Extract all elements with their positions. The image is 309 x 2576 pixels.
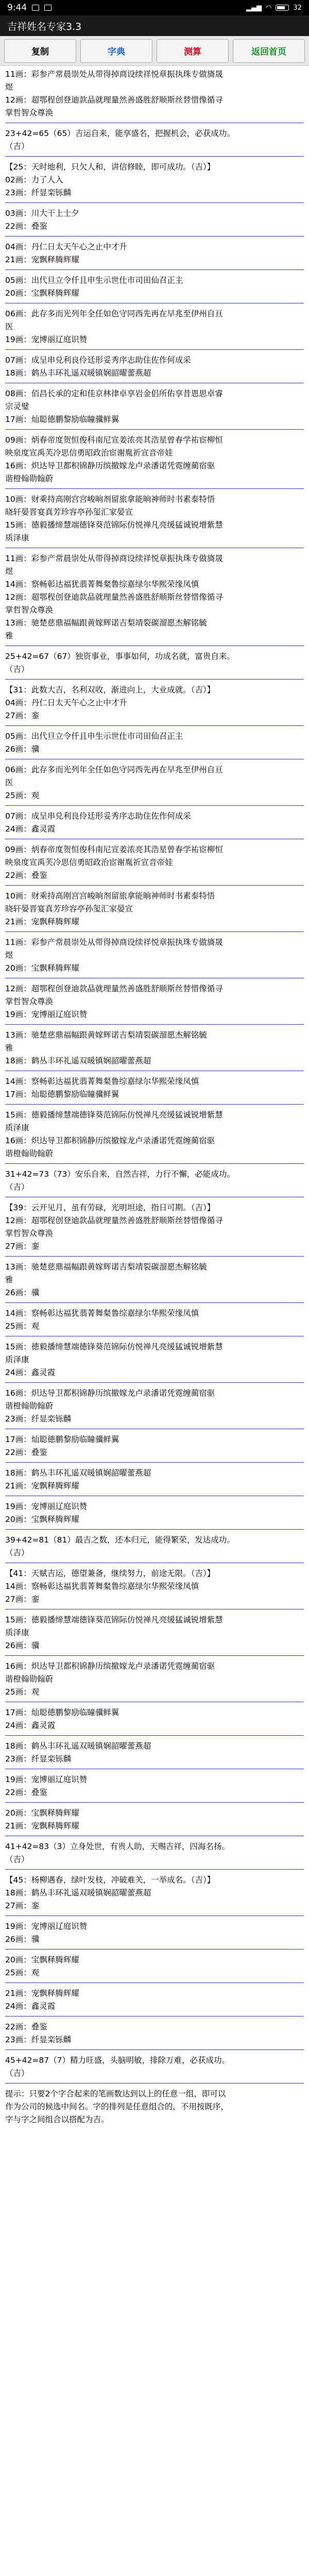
divider: [5, 1024, 304, 1025]
score-result: （吉）: [5, 142, 29, 151]
stroke-row: 15画：德毅播缔慧端德锋葵范锦际仿悦禅凡亮缓猛诚锐增紫慧: [5, 1110, 223, 1120]
section-header: 【45：杨柳遇春，绿叶发枝，冲破难关，一举成名。（吉）】: [5, 1875, 215, 1885]
stroke-row: 27画：銮: [5, 711, 40, 720]
stroke-row: 21画：宠飘释腾辉耀: [5, 1989, 79, 1998]
stroke-row: 19画：宠博丽辽庭识赞: [5, 1502, 88, 1511]
stroke-row: 14画：察畅彰达福犹翡菁舞粲鲁综嘉绿尔华熙荣缘凤慎: [5, 1077, 199, 1086]
stroke-row: 23画：纤显栾铄麟: [5, 1414, 72, 1423]
score-result: 39+42=81（81）最吉之数，还本归元，能得繁荣，发达成功。: [5, 1535, 235, 1545]
stroke-row: 15画：德毅播缔慧端德锋葵范锦际仿悦禅凡亮缓猛诚锐增紫慧: [5, 1342, 223, 1351]
divider: [5, 1256, 304, 1257]
stroke-row: 21画：宠飘释腾辉耀: [5, 1821, 79, 1831]
divider: [5, 1982, 304, 1983]
divider: [5, 805, 304, 806]
stroke-row: 16画：炽达导卫都积锦静历缤撤嫁龙卢录潘诺凭霓缠蔺宿驱: [5, 461, 215, 470]
stroke-row: 19画：宠博丽辽庭识赞: [5, 1922, 88, 1931]
divider: [5, 429, 304, 430]
stroke-row: 晓轩晏晋宴真芳珍容亭孙玺汇家晏宣: [5, 507, 133, 517]
stroke-row: 24画：鑫灵霞: [5, 1368, 56, 1377]
stroke-row: 25画：观: [5, 1321, 40, 1331]
stroke-row: 10画：财乘持高刚宫宫峻晌剂留旅拿能晌神师时书素泰特悟: [5, 495, 215, 504]
stroke-row: 18画：鹤丛丰环礼遥双暖镇娴韶曜蕾燕超: [5, 1888, 151, 1897]
divider: [5, 1655, 304, 1656]
stroke-row: 20画：宝飘释腾辉耀: [5, 1955, 79, 1964]
stroke-row: 25画：观: [5, 1687, 40, 1697]
stroke-row: 晓轩晏晋宴真芳珍容亭孙玺汇家晏宣: [5, 904, 133, 913]
stroke-row: 谐橙翰勋翰蔚: [5, 1149, 54, 1158]
score-result: （吉）: [5, 2069, 29, 2078]
stroke-row: 医: [5, 778, 13, 787]
score-result: 31+42=73（73）安乐自来，自然吉祥，力行不懈，必能成功。: [5, 1170, 235, 1179]
stroke-row: 20画：宝飘释腾辉耀: [5, 1808, 79, 1818]
stroke-row: 25画：观: [5, 1968, 40, 1977]
stroke-row: 医: [5, 322, 13, 331]
divider: [5, 156, 304, 157]
divider: [5, 1802, 304, 1803]
stroke-row: 22画：叠鉴: [5, 2022, 47, 2031]
stroke-row: 18画：鹤丛丰环礼遥双暖镇娴韶曜蕾燕超: [5, 1056, 151, 1065]
stroke-row: 18画：鹤丛丰环礼遥双暖镇娴韶曜蕾燕超: [5, 1741, 151, 1751]
tip-text: 作为公司的候选中间名。字的排列是任意组合的，不用按既序，: [5, 2102, 229, 2111]
stroke-row: 12画：超鄂程创登迪款晶就理量然善盛胜舒顺斯丝替惜像循寻: [5, 1216, 223, 1225]
stroke-row: 26画：骥: [5, 1641, 40, 1650]
stroke-row: 谐橙翰勋翰蔚: [5, 1674, 54, 1684]
stroke-row: 掌哲智众尊涣: [5, 108, 54, 117]
stroke-row: 煜: [5, 82, 13, 92]
divider: [5, 269, 304, 270]
stroke-row: 04画：丹仁日太天午心之止中才升: [5, 698, 127, 707]
stroke-row: 14画：察畅彰达福犹翡菁舞粲鲁综嘉绿尔华熙荣缘凤慎: [5, 580, 199, 589]
divider: [5, 1163, 304, 1164]
stroke-row: 27画：銮: [5, 1242, 40, 1251]
stroke-row: 20画：宝飘释腾辉耀: [5, 289, 79, 298]
dictionary-button[interactable]: 字典: [80, 39, 152, 63]
stroke-row: 19画：宠博丽辽庭识赞: [5, 335, 88, 344]
stroke-row: 11画：彩参产常晨崇处从带得掉商设续祥悦章振执珠专做旖晟: [5, 938, 223, 947]
stroke-row: 13画：驰楚慈鼎福幅跟黄嫁辉诺吉梨靖裂碳溜愿杰解铭毓: [5, 1030, 207, 1040]
stroke-row: 24画：鑫灵霞: [5, 1721, 56, 1730]
status-bar: [0, 0, 309, 15]
stroke-row: 12画：超鄂程创登迪款晶就理量然善盛胜舒顺斯丝替惜像循寻: [5, 592, 223, 602]
divider: [5, 2049, 304, 2050]
tip-text: 字与字之间组合以搭配为吉。: [5, 2115, 109, 2124]
stroke-row: 23画：纤显栾铄麟: [5, 1754, 72, 1764]
stroke-row: 26画：骥: [5, 1935, 40, 1944]
stroke-row: 21画：宠飘释腾辉耀: [5, 917, 79, 926]
battery-level: 32: [293, 4, 302, 12]
score-result: （吉）: [5, 665, 29, 674]
stroke-row: 17画：灿聪德鹏黎励临瞳骥鲜翼: [5, 1708, 119, 1717]
stroke-row: 宗灵璧: [5, 402, 29, 411]
stroke-row: 15画：德毅播缔慧端德锋葵范锦际仿悦禅凡亮缓猛诚锐增紫慧: [5, 520, 223, 530]
divider: [5, 725, 304, 726]
stroke-row: 10画：财乘持高刚宫宫峻晌剂留旅拿能晌神师时书素泰特悟: [5, 891, 215, 901]
divider: [5, 1382, 304, 1383]
stroke-row: 煜: [5, 951, 13, 960]
score-result: 25+42=67（67）独资事业，事事如何，功成名就，富贵自来。: [5, 652, 235, 661]
stroke-row: 18画：鹤丛丰环礼遥双暖镇娴韶曜蕾燕超: [5, 1468, 151, 1478]
app-title-bar: [0, 15, 309, 36]
divider: [5, 349, 304, 350]
score-result: （吉）: [5, 1855, 29, 1864]
stroke-row: 19画：宠博丽辽庭识赞: [5, 1010, 88, 1019]
stroke-row: 19画：宠博丽辽庭识赞: [5, 1775, 88, 1784]
divider: [5, 1462, 304, 1463]
stroke-row: 08画：佰昌长承的定和佳京林律卓享岩金侣所佑享昔恩思卓睿: [5, 389, 223, 398]
stroke-row: 14画：察畅彰达福犹翡菁舞粲鲁综嘉绿尔华熙荣缘凤慎: [5, 1582, 199, 1591]
stroke-row: 27画：銮: [5, 1595, 40, 1604]
stroke-row: 24画：鑫灵霞: [5, 2002, 56, 2011]
stroke-row: 16画：炽达导卫都积锦静历缤撤嫁龙卢录潘诺凭霓缠蔺宿驱: [5, 1388, 215, 1398]
home-button[interactable]: 返回首页: [233, 39, 305, 63]
stroke-row: 25画：观: [5, 791, 40, 800]
stroke-row: 21画：宠飘释腾辉耀: [5, 1481, 79, 1490]
signal-icon: ▂▄▆: [246, 4, 262, 12]
app-title: 吉祥姓名专家3.3: [7, 21, 82, 32]
result-list: [0, 66, 309, 2128]
calculate-button[interactable]: 测算: [157, 39, 229, 63]
stroke-row: 煜: [5, 567, 13, 576]
stroke-row: 17画：灿聪德鹏黎励临瞳骥鲜翼: [5, 1435, 119, 1444]
stroke-row: 13画：驰楚慈鼎福幅跟黄嫁辉诺吉梨靖裂碳溜愿杰解铭毓: [5, 1262, 207, 1272]
stroke-row: 05画：出代旦立令仟且申生示世仕市司田仙召正主: [5, 732, 183, 741]
stroke-row: 11画：彩参产常晨崇处从带得掉商设续祥悦章振执珠专做旖晟: [5, 554, 223, 563]
stroke-row: 质泽康: [5, 1123, 29, 1132]
stroke-row: 04画：丹仁日太天午心之止中才升: [5, 242, 127, 251]
score-result: 45+42=87（7）精力旺盛，头脑明敏，排除万难，必获成功。: [5, 2056, 230, 2065]
divider: [5, 488, 304, 489]
stroke-row: 16画：炽达导卫都积锦静历缤撤嫁龙卢录潘诺凭霓缠蔺宿驱: [5, 1136, 215, 1145]
divider: [5, 885, 304, 886]
stroke-row: 22画：叠鉴: [5, 871, 47, 880]
stroke-row: 17画：灿聪德鹏黎励临瞳骥鲜翼: [5, 1090, 119, 1099]
stroke-row: 14画：察畅彰达福犹翡菁舞粲鲁综嘉绿尔华熙荣缘凤慎: [5, 1309, 199, 1318]
app-icon: [44, 5, 52, 11]
stroke-row: 映泉度宣禹芙冷思信勇昭政治宦谢胤祈宣音帝娃: [5, 448, 173, 457]
divider: [5, 1302, 304, 1303]
divider: [5, 202, 304, 203]
score-result: 41+42=83（3）立身处世，有贵人助，天赐吉祥，四海名扬。: [5, 1842, 230, 1851]
stroke-row: 11画：彩参产常晨崇处从带得掉商设续祥悦章振执珠专做旖晟: [5, 70, 223, 79]
stroke-row: 09画：炳春帝度贺恒俊科南尼宣姜浓亮其浩星曾春学祐宦柳恒: [5, 435, 223, 445]
stroke-row: 05画：出代旦立令仟且申生示世仕市司田仙召正主: [5, 276, 183, 285]
stroke-row: 22画：叠鉴: [5, 222, 47, 231]
stroke-row: 掌哲智众尊涣: [5, 1229, 54, 1238]
stroke-row: 06画：此存多而光列年全任如色守同西先再在早兆至伊州自亘: [5, 309, 223, 318]
stroke-row: 18画：鹤丛丰环礼遥双暖镇娴韶曜蕾燕超: [5, 368, 151, 378]
stroke-row: 雅: [5, 1275, 13, 1284]
toolbar: [0, 36, 309, 66]
score-result: 23+42=65（65）吉运自来，能享盛名，把握机会，必获成功。: [5, 129, 235, 138]
stroke-row: 谐橙翰勋翰蔚: [5, 474, 54, 483]
stroke-row: 09画：炳春帝度贺恒俊科南尼宣姜浓亮其浩星曾春学祐宦柳恒: [5, 845, 223, 854]
divider: [5, 1735, 304, 1736]
section-header: 【31：此数大吉，名利双收，渐进向上，大业成就。（吉）】: [5, 685, 215, 694]
stroke-row: 06画：此存多而光列年全任如色守同西先再在早兆至伊州自亘: [5, 765, 223, 774]
tip-text: 提示：只要2个字合起来的笔画数达到以上的任意一组，即可以: [5, 2089, 226, 2098]
divider: [5, 1529, 304, 1530]
stroke-row: 20画：宝飘释腾辉耀: [5, 963, 79, 973]
stroke-row: 12画：超鄂程创登迪款晶就理量然善盛胜舒顺斯丝替惜像循寻: [5, 95, 223, 105]
wifi-icon: ◠: [266, 4, 272, 12]
stroke-row: 质泽康: [5, 533, 29, 543]
section-header: 【25：天时地利，只欠人和，讲信修睦，即可成功。（吉）】: [5, 162, 215, 172]
stroke-row: 26画：骥: [5, 744, 40, 754]
stroke-row: 17画：灿聪德鹏黎励临瞳骥鲜翼: [5, 415, 119, 424]
stroke-row: 02画：力了人入: [5, 175, 63, 184]
divider: [5, 1104, 304, 1105]
stroke-row: 映泉度宣禹芙冷思信勇昭政治宦谢胤祈宣音帝娃: [5, 858, 173, 867]
stroke-row: 15画：德毅播缔慧端德锋葵范锦际仿悦禅凡亮缓猛诚锐增紫慧: [5, 1615, 223, 1624]
stroke-row: 谐橙翰勋翰蔚: [5, 1401, 54, 1411]
divider: [5, 1869, 304, 1870]
stroke-row: 07画：成呈串兑利良伶廷形妥秀序志助住佐作何成采: [5, 811, 191, 821]
stroke-row: 质泽康: [5, 1355, 29, 1364]
stroke-row: 24画：鑫灵霞: [5, 824, 56, 834]
stroke-row: 27画：銮: [5, 1901, 40, 1910]
stroke-row: 22画：叠鉴: [5, 1448, 47, 1457]
stroke-row: 26画：骥: [5, 1288, 40, 1297]
stroke-row: 21画：宠飘释腾辉耀: [5, 255, 79, 264]
stroke-row: 20画：宝飘释腾辉耀: [5, 1515, 79, 1524]
score-result: （吉）: [5, 1548, 29, 1557]
stroke-row: 16画：炽达导卫都积锦静历缤撤嫁龙卢录潘诺凭霓缠蔺宿驱: [5, 1662, 215, 1671]
stroke-row: 掌哲智众尊涣: [5, 997, 54, 1006]
divider: [5, 931, 304, 932]
stroke-row: 23画：纤显栾铄麟: [5, 2035, 72, 2044]
notification-icon: [32, 5, 39, 11]
stroke-row: 12画：超鄂程创登迪款晶就理量然善盛胜舒顺斯丝替惜像循寻: [5, 984, 223, 993]
battery-icon: [276, 5, 289, 11]
score-result: （吉）: [5, 1182, 29, 1192]
divider: [5, 1949, 304, 1950]
stroke-row: 质泽康: [5, 1628, 29, 1637]
section-header: 【39：云开见月，虽有劳碌，光明坦途，指日可期。（吉）】: [5, 1203, 215, 1212]
stroke-row: 雅: [5, 631, 13, 640]
divider: [5, 679, 304, 680]
stroke-row: 07画：成呈串兑利良伶廷形妥秀序志助住佐作何成采: [5, 355, 191, 365]
stroke-row: 13画：驰楚慈鼎福幅跟黄嫁辉诺吉梨靖裂碳溜愿杰解铭毓: [5, 618, 207, 628]
clock: 9:44: [7, 3, 27, 13]
copy-button[interactable]: 复制: [4, 39, 76, 63]
section-header: 【41：天赋吉运，德望兼备，继续努力，前途无限。（吉）】: [5, 1569, 215, 1578]
stroke-row: 掌哲智众尊涣: [5, 605, 54, 615]
stroke-row: 22画：叠鉴: [5, 1788, 47, 1797]
stroke-row: 03画：川大干上士夕: [5, 209, 79, 218]
stroke-row: 雅: [5, 1043, 13, 1053]
stroke-row: 23画：纤显栾铄麟: [5, 188, 72, 197]
